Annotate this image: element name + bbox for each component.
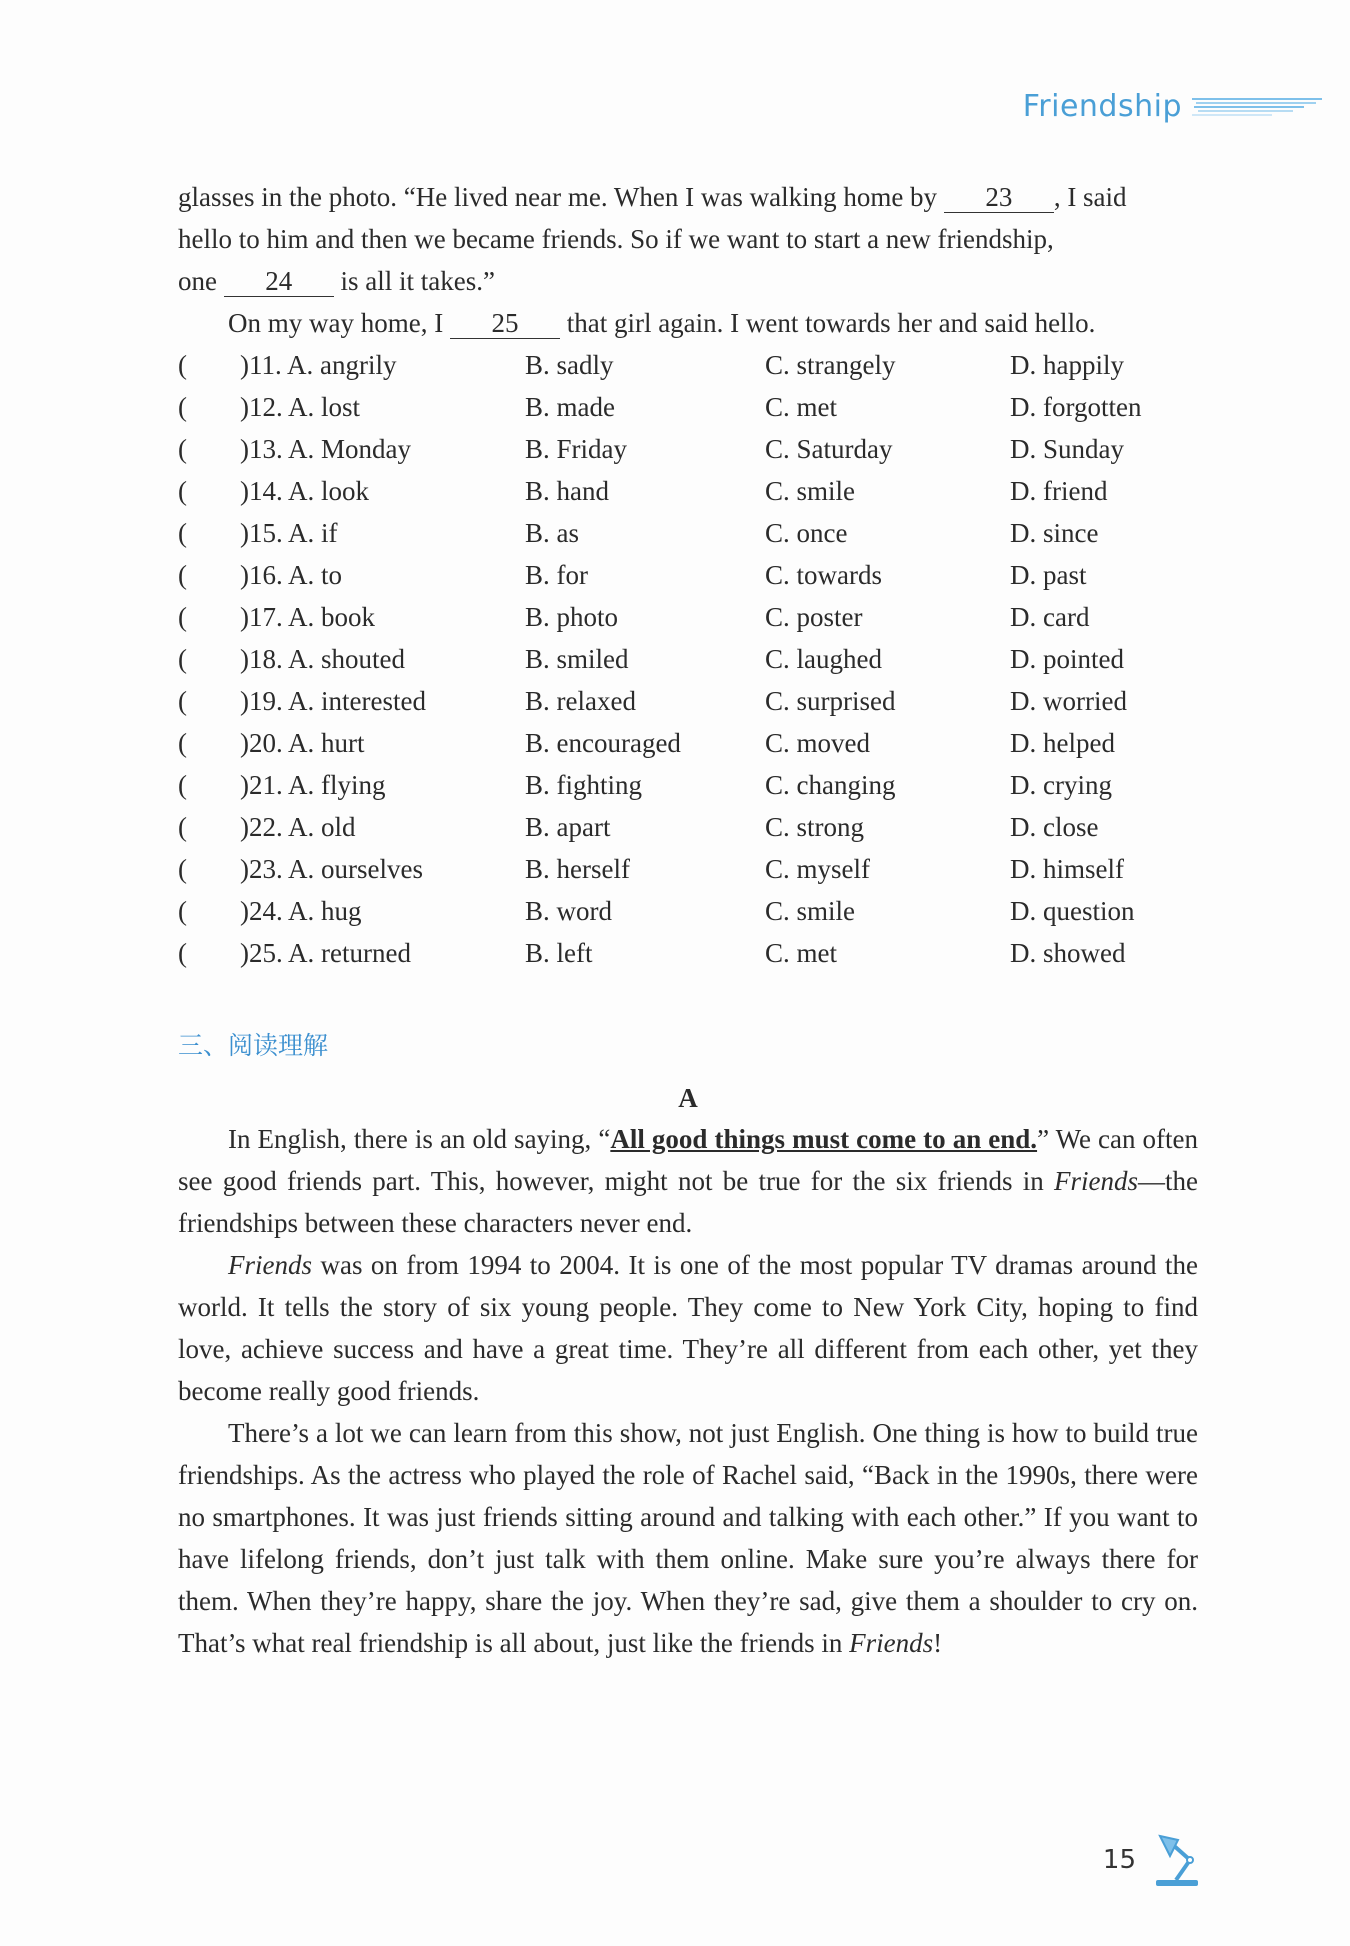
option-row: ( )24. A. hug B. word C. smile D. question: [178, 890, 1198, 932]
option-row: ( )11. A. angrily B. sadly C. strangely D. happily: [178, 344, 1198, 386]
header-stripes-decoration: [1192, 95, 1322, 117]
answer-paren: (: [178, 812, 187, 842]
blank-23: 23: [944, 182, 1054, 213]
passage-letter: A: [678, 1083, 698, 1113]
blank-25: 25: [450, 308, 560, 339]
blank-24: 24: [224, 266, 334, 297]
answer-paren: (: [178, 602, 187, 632]
passage-paragraph-3: There’s a lot we can learn from this show, not just English. One thing is how to build true friendships. As the actress who played the role of Rachel said, “Back in the 1990s, there were no smartphones. It was just friends sitting around and talking with each other.” If you want to have lifelong friends, don’t just talk with them online. Make sure you’re always there for them. When they’re happy, share the joy. When they’re sad, give them a shoulder to cry on. That’s what real friendship is all about, just like the friends in Friends!: [178, 1418, 1198, 1658]
section-title: 三、阅读理解: [178, 1031, 329, 1060]
answer-paren: (: [178, 560, 187, 590]
answer-paren: (: [178, 518, 187, 548]
answer-paren: (: [178, 728, 187, 758]
option-row: ( )13. A. Monday B. Friday C. Saturday D. Sunday: [178, 428, 1198, 470]
answer-paren: (: [178, 896, 187, 926]
answer-paren: (: [178, 686, 187, 716]
answer-paren: (: [178, 770, 187, 800]
option-row: ( )21. A. flying B. fighting C. changing D. crying: [178, 764, 1198, 806]
answer-paren: (: [178, 938, 187, 968]
saying-highlight: All good things must come to an end.: [610, 1124, 1038, 1154]
answer-paren: (: [178, 350, 187, 380]
answer-paren: (: [178, 644, 187, 674]
intro-line-3: one 24 is all it takes.”: [178, 266, 495, 296]
option-row: ( )25. A. returned B. left C. met D. showed: [178, 932, 1198, 974]
passage-paragraph-2: Friends was on from 1994 to 2004. It is one of the most popular TV dramas around the world. It tells the story of six young people. They come to New York City, hoping to find love, achieve success and have a great time. They’re all different from each other, yet they become really good friends.: [178, 1250, 1198, 1406]
option-row: ( )20. A. hurt B. encouraged C. moved D. helped: [178, 722, 1198, 764]
page-footer: [1103, 1830, 1206, 1890]
page-number: 15: [1102, 1845, 1136, 1875]
option-row: ( )15. A. if B. as C. once D. since: [178, 512, 1198, 554]
answer-paren: (: [178, 434, 187, 464]
option-row: ( )12. A. lost B. made C. met D. forgotten: [178, 386, 1198, 428]
desk-lamp-icon: [1146, 1830, 1206, 1890]
option-row: ( )17. A. book B. photo C. poster D. card: [178, 596, 1198, 638]
passage-paragraph-1: In English, there is an old saying, “All good things must come to an end.” We can often see good friends part. This, however, might not be true for the six friends in Friends—the friendships between these characters never end.: [178, 1124, 1198, 1238]
page-header: [1023, 86, 1322, 126]
header-title: Friendship: [1022, 88, 1182, 124]
answer-paren: (: [178, 476, 187, 506]
option-row: ( )23. A. ourselves B. herself C. myself D. himself: [178, 848, 1198, 890]
answer-paren: (: [178, 854, 187, 884]
answer-paren: (: [178, 392, 187, 422]
option-row: ( )19. A. interested B. relaxed C. surprised D. worried: [178, 680, 1198, 722]
options-list: [178, 344, 1198, 974]
option-row: ( )18. A. shouted B. smiled C. laughed D. pointed: [178, 638, 1198, 680]
page-content: [178, 176, 1198, 1664]
option-row: ( )16. A. to B. for C. towards D. past: [178, 554, 1198, 596]
option-row: ( )22. A. old B. apart C. strong D. close: [178, 806, 1198, 848]
intro-line-1: glasses in the photo. “He lived near me. When I was walking home by 23 , I said: [178, 182, 1127, 212]
intro-line-2: hello to him and then we became friends. So if we want to start a new friendship,: [178, 224, 1054, 254]
option-row: ( )14. A. look B. hand C. smile D. friend: [178, 470, 1198, 512]
intro-line-4: On my way home, I 25 that girl again. I went towards her and said hello.: [228, 308, 1096, 338]
